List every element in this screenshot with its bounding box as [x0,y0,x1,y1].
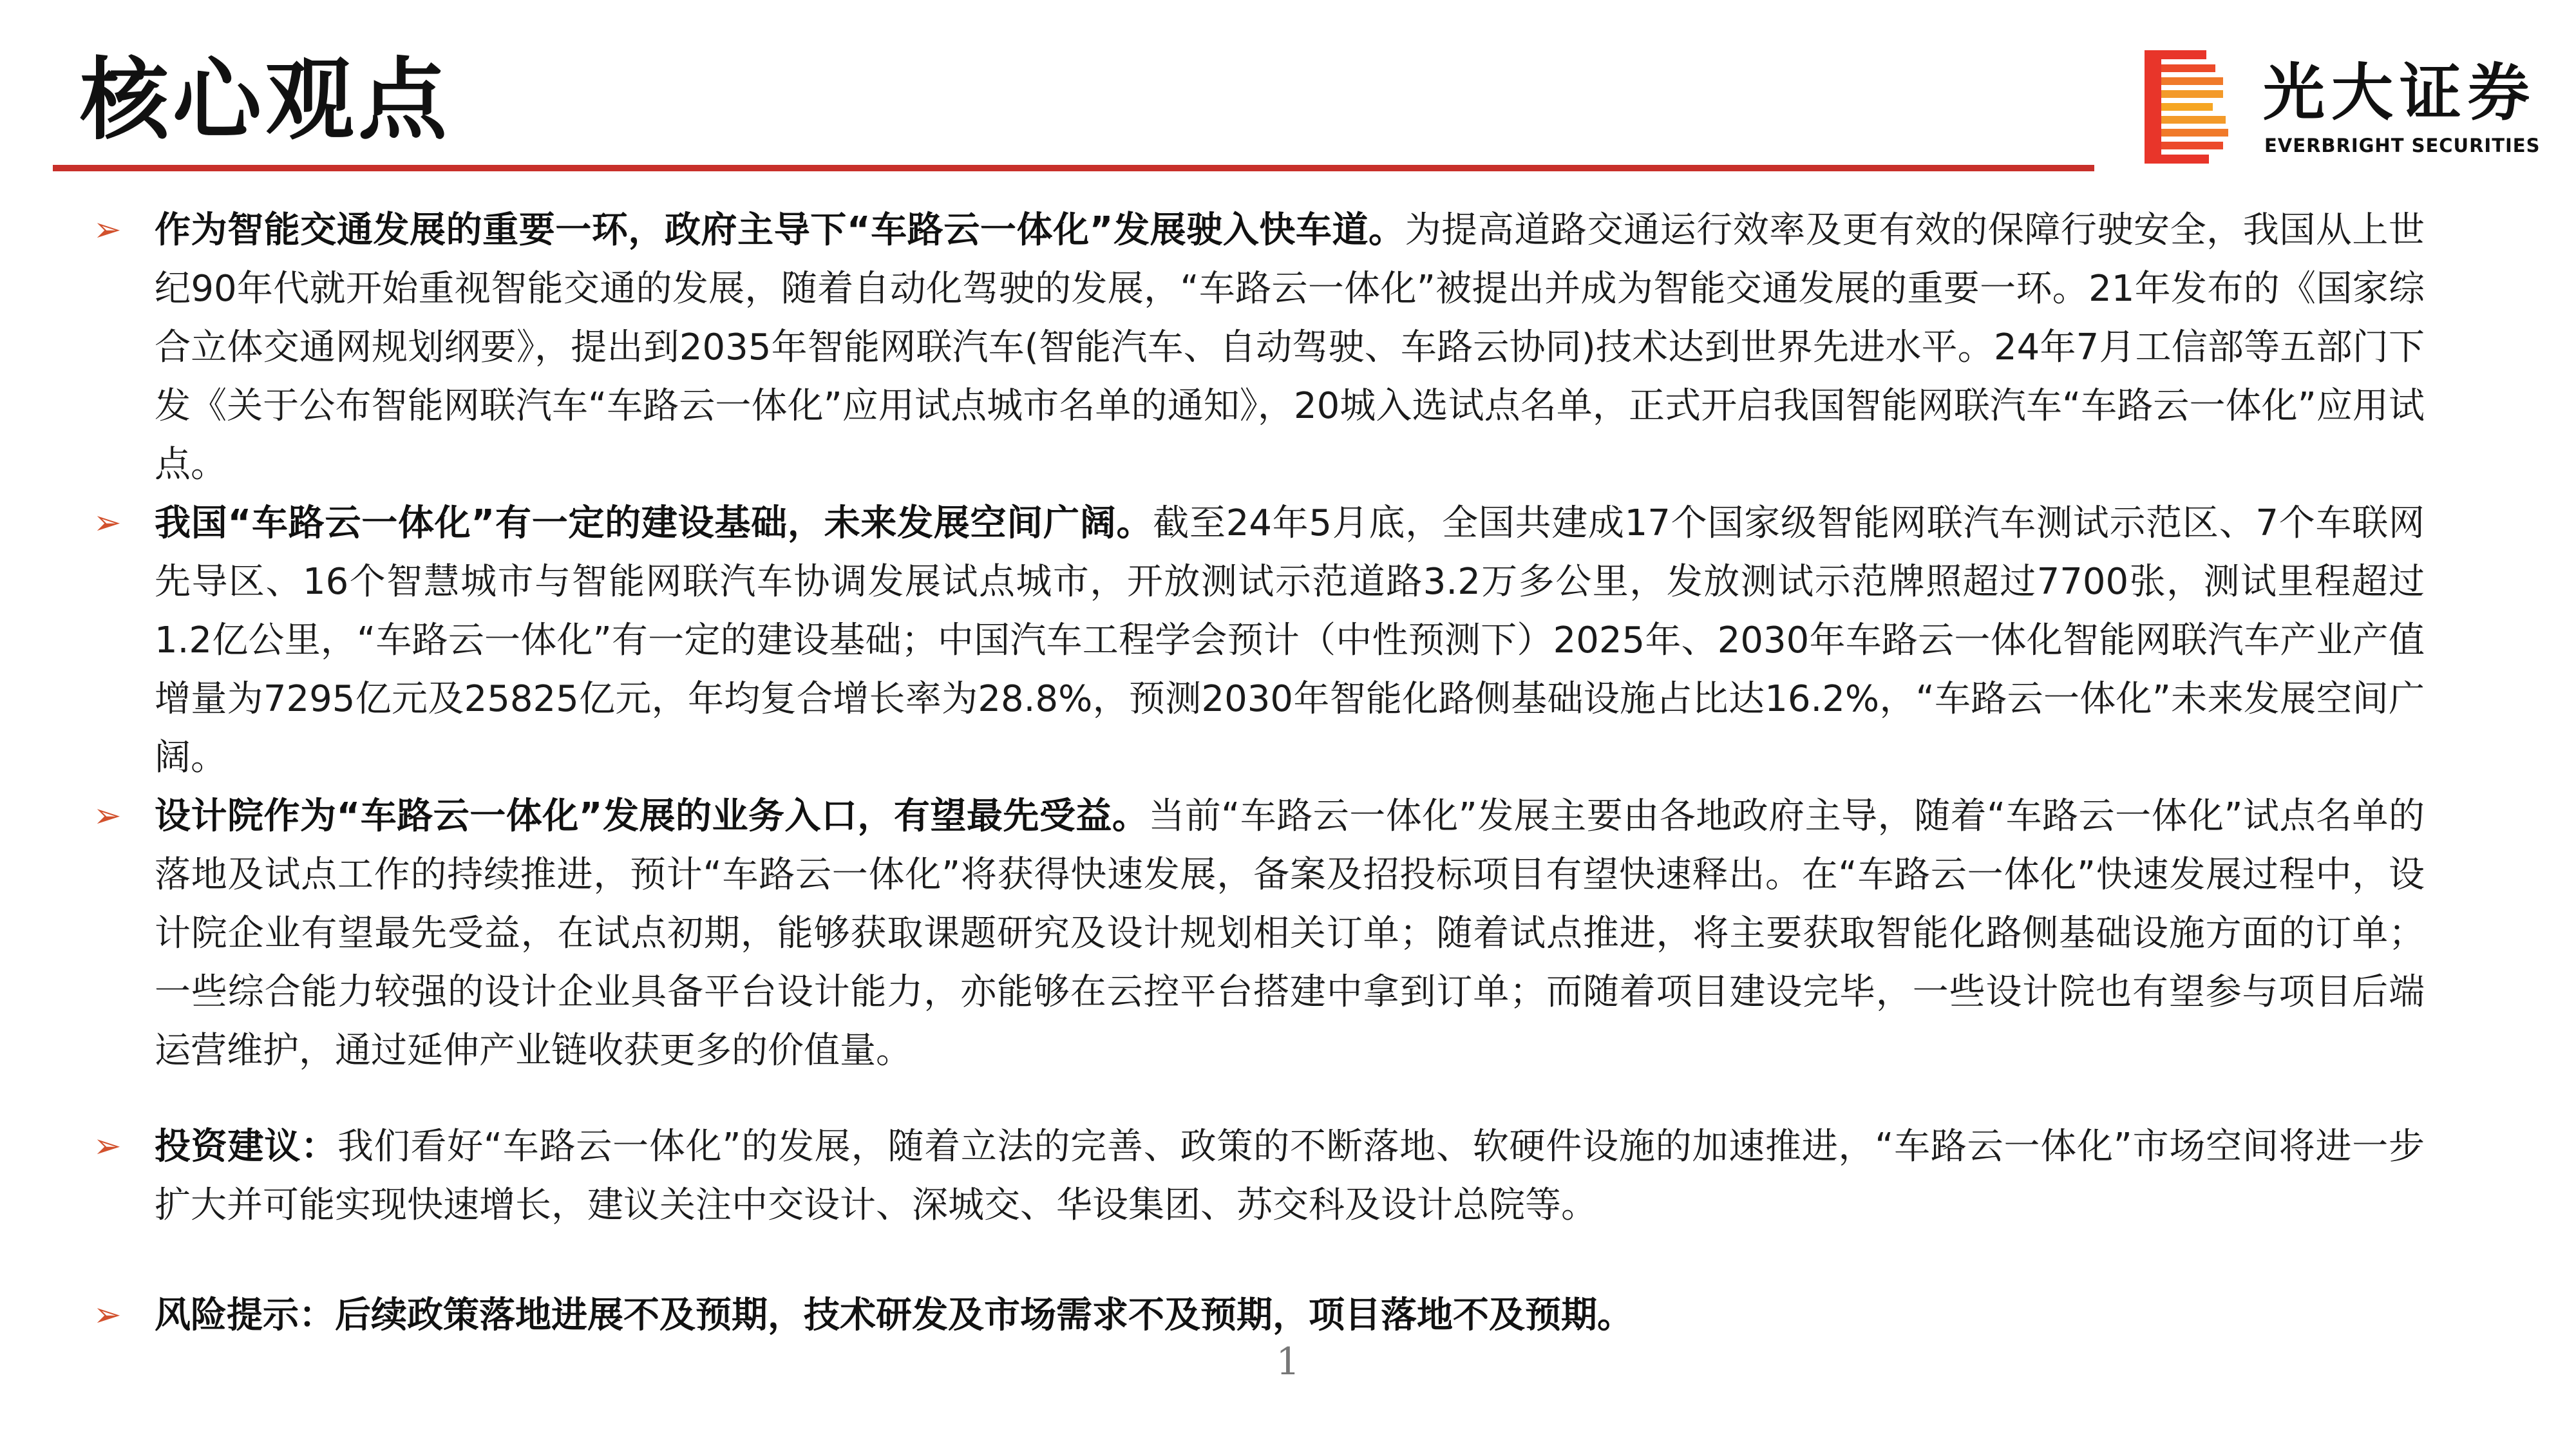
bullet-body: 为提高道路交通运行效率及更有效的保障行驶安全，我国从上世纪90年代就开始重视智能交通的发展，随着自动化驾驶的发展，“车路云一体化”被提出并成为智能交通发展的重要一环。21年发布的《国家综合立体交通网规划纲要》，提出到2035年智能网联汽车(智能汽车、自动驾驶、车路云协同)技术达到世界先进水平。24年7月工信部等五部门下发《关于公布智能网联汽车“车路云一体化”应用试点城市名单的通知》，20城入选试点名单，正式开启我国智能网联汽车“车路云一体化”应用试点。 [155,209,2425,486]
bullet-lead: 投资建议： [155,1126,337,1168]
arrow-right-icon: ➢ [93,797,122,835]
bullet-lead: 作为智能交通发展的重要一环，政府主导下“车路云一体化”发展驶入快车道。 [155,209,1405,251]
bullet-item [93,787,2425,1080]
arrow-right-icon: ➢ [93,1127,122,1166]
bullet-item [93,1117,2425,1235]
bullet-lead: 我国“车路云一体化”有一定的建设基础，未来发展空间广阔。 [155,502,1153,544]
bullet-body: 截至24年5月底，全国共建成17个国家级智能网联汽车测试示范区、7个车联网先导区、16个智慧城市与智能网联汽车协调发展试点城市，开放测试示范道路3.2万多公里，发放测试示范牌照超过7700张，测试里程超过1.2亿公里，“车路云一体化”有一定的建设基础；中国汽车工程学会预计（中性预测下）2025年、2030年车路云一体化智能网联汽车产业产值增量为7295亿元及25825亿元，年均复合增长率为28.8%，预测2030年智能化路侧基础设施占比达16.2%，“车路云一体化”未来发展空间广阔。 [155,502,2425,779]
bullet-body: 当前“车路云一体化”发展主要由各地政府主导，随着“车路云一体化”试点名单的落地及试点工作的持续推进，预计“车路云一体化”将获得快速发展，备案及招投标项目有望快速释出。在“车路云一体化”快速发展过程中，设计院企业有望最先受益，在试点初期，能够获取课题研究及设计规划相关订单；随着试点推进，将主要获取智能化路侧基础设施方面的订单；一些综合能力较强的设计企业具备平台设计能力，亦能够在云控平台搭建中拿到订单；而随着项目建设完毕，一些设计院也有望参与项目后端运营维护，通过延伸产业链收获更多的价值量。 [155,795,2425,1072]
bullet-lead: 设计院作为“车路云一体化”发展的业务入口，有望最先受益。 [155,795,1149,837]
logo-english-name: EVERBRIGHT SECURITIES [2264,135,2541,156]
bullet-item [93,1286,2425,1345]
title-underline [53,165,2094,171]
bullet-lead: 风险提示：后续政策落地进展不及预期，技术研发及市场需求不及预期，项目落地不及预期。 [155,1294,1633,1336]
arrow-right-icon: ➢ [93,211,122,249]
arrow-right-icon: ➢ [93,1296,122,1334]
logo-chinese-name: 光大证券 [2263,57,2536,129]
arrow-right-icon: ➢ [93,504,122,542]
page-number: 1 [1276,1340,1300,1383]
everbright-logo-icon [2145,50,2230,164]
bullet-body: 我们看好“车路云一体化”的发展，随着立法的完善、政策的不断落地、软硬件设施的加速推进，“车路云一体化”市场空间将进一步扩大并可能实现快速增长，建议关注中交设计、深城交、华设集团、苏交科及设计总院等。 [155,1126,2425,1226]
brand-logo [2145,50,2544,166]
bullet-item [93,494,2425,787]
page-title: 核心观点 [80,48,451,152]
bullet-item [93,201,2425,494]
key-points [93,201,2425,1345]
